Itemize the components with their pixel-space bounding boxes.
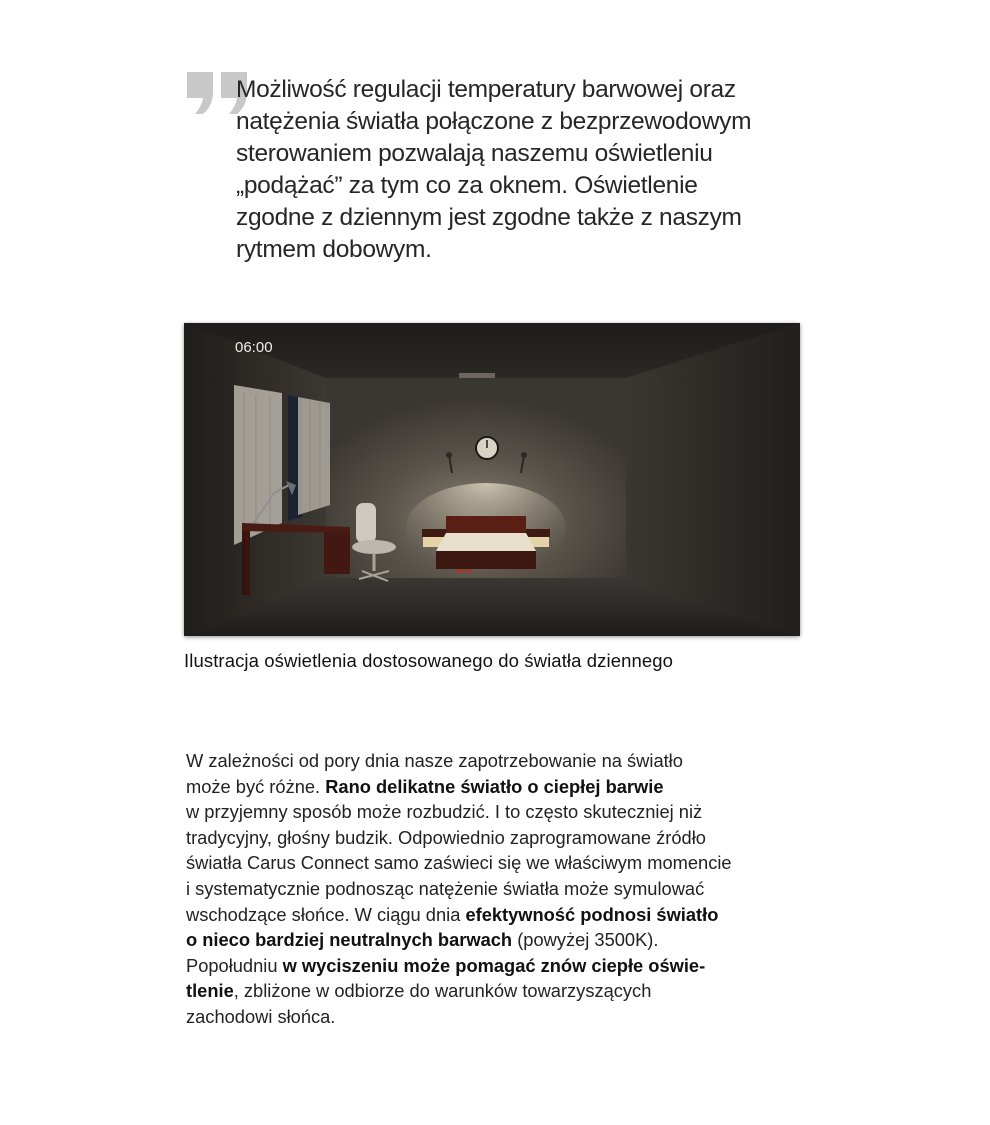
body-line: i systematycznie podnosząc natężenie światła może symulować (186, 877, 705, 899)
body-line: Popołudniu w wyciszeniu może pomagać znów ciepłe oświe- (186, 954, 706, 976)
body-line: W zależności od pory dnia nasze zapotrzebowanie na światło (186, 750, 683, 771)
bold-phrase: w wyciszeniu może pomagać znów ciepłe oświe- (282, 954, 706, 976)
body-line: światła Carus Connect samo zaświeci się we właściwym momencie (186, 852, 732, 874)
bedroom-scene (184, 323, 800, 636)
body-line: wschodzące słońce. W ciągu dnia efektywność podnosi światło (186, 903, 719, 925)
bold-phrase: Rano delikatne światło o ciepłej barwie (325, 775, 664, 797)
figure-caption: Ilustracja oświetlenia dostosowanego do światła dziennego (184, 650, 674, 671)
body-line: może być różne. Rano delikatne światło o ciepłej barwie (186, 775, 664, 797)
quote-line: rytmem dobowym. (236, 236, 432, 263)
body-paragraph (186, 748, 806, 1030)
body-line: w przyjemny sposób może rozbudzić. I to często skuteczniej niż (186, 801, 703, 823)
bold-phrase: tlenie (186, 980, 234, 1002)
quote-line: zgodne z dziennym jest zgodne także z naszym (236, 204, 742, 231)
quote-line: sterowaniem pozwalają naszemu oświetleniu (236, 140, 713, 167)
bold-phrase: efektywność podnosi światło (465, 903, 719, 925)
body-line: tradycyjny, głośny budzik. Odpowiednio zaprogramowane źródło (186, 826, 706, 848)
quote-line: Możliwość regulacji temperatury barwowej oraz (236, 76, 736, 103)
time-label: 06:00 (235, 339, 273, 356)
bold-phrase: o nieco bardziej neutralnych barwach (186, 929, 513, 951)
pull-quote (236, 74, 806, 266)
body-line: o nieco bardziej neutralnych barwach (powyżej 3500K). (186, 929, 659, 951)
body-line: tlenie, zbliżone w odbiorze do warunków towarzyszących (186, 980, 652, 1002)
body-line: zachodowi słońca. (186, 1005, 336, 1027)
quote-line: natężenia światła połączone z bezprzewodowym (236, 108, 752, 135)
bedroom-lighting-illustration[interactable] (184, 323, 800, 636)
quote-line: „podążać” za tym co za oknem. Oświetlenie (236, 172, 698, 199)
